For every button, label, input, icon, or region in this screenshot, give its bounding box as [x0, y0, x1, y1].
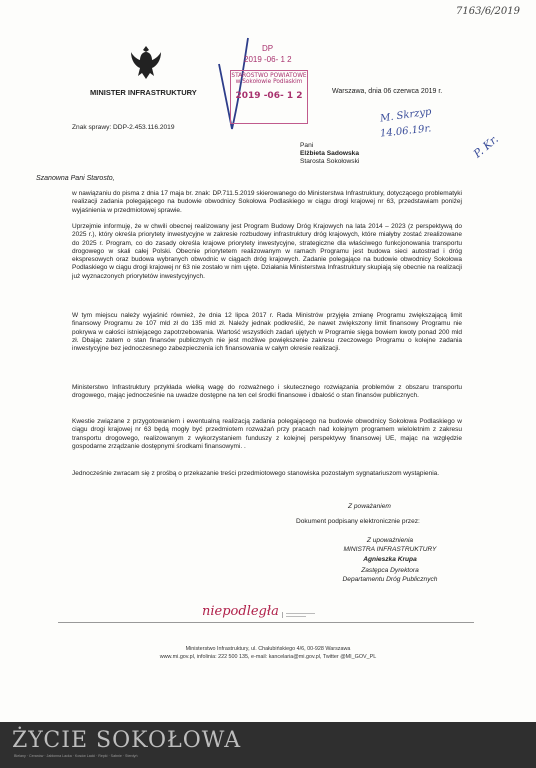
paragraph-1: w nawiązaniu do pisma z dnia 17 maja br. znak: DP.711.5.2019 skierowanego do Ministerstwa Infrastruktury, dotyczącego problematyki realizacji zadania polegającego na budowie obwodnicy Sokołowa Podlaskiego w ciągu drogi krajowej nr 63, przedstawiam poniżej wyjaśnienia w przedmiotowej sprawie.	[72, 190, 462, 214]
watermark-tagline: Bielany · Ceranów · Jabłonna Lacka · Kosów Lacki · Repki · Sabnie · Sterdyń	[14, 754, 138, 758]
logo-caption-icon	[282, 612, 315, 618]
starostwo-stamp	[230, 70, 308, 124]
footer-address: Ministerstwo Infrastruktury, ul. Chałubińskiego 4/6, 00-928 Warszawa	[185, 646, 351, 652]
place-date: Warszawa, dnia 06 czerwca 2019 r.	[332, 88, 443, 95]
starostwo-stamp-line2: w Sokołowie Podlaskim	[235, 79, 303, 85]
paragraph-3: W tym miejscu należy wyjaśnić również, że dnia 12 lipca 2017 r. Rada Ministrów przyjęła zmianę Programu zwiększającą limit finansowy Programu ze 107 mld zł do 135 mld zł. Należy jednak podkreślić, że nawet zwiększony limit finansowy Programu nie pokrywa w całości istniejącego zapotrzebowania. Wartość wszystkich zadań ujętych w Programie sięga bowiem kwoty ponad 200 mld zł. Dbając zatem o stan finansów publicznych nie jest możliwe powiększenie zakresu rzeczowego Programu o kolejne zadania inwestycyjne bez jednoczesnego zabezpieczenia ich finansowania w całym okresie realizacji.	[72, 312, 462, 353]
starostwo-stamp-date: 2019 -06- 1 2	[235, 91, 303, 101]
salutation: Szanowna Pani Starosto,	[36, 175, 115, 182]
starostwo-stamp-line1: STAROSTWO POWIATOWE	[231, 73, 307, 79]
paragraph-2: Uprzejmie informuję, że w chwili obecnej realizowany jest Program Budowy Dróg Krajowych na lata 2014 – 2023 (z perspektywą do 2025 r.), który określa priorytety inwestycyjne w zakresie rozbudowy infrastruktury dróg krajowych, które miałyby zostać zrealizowane do 2025 r. Program, co do zasady określa krajowe priorytety inwestycyjne, strategiczne dla właściwego funkcjonowania transportu drogowego w skali całej Polski. Obecnie priorytetem realizowanym w ramach Programu jest budowa sieci autostrad i dróg ekspresowych oraz budowa wybranych obwodnic w ciągach dróg krajowych. Zadanie polegające na budowie obwodnicy Sokołowa Podlaskiego w ciągu drogi krajowej nr 63 nie zostało w nim ujęte. Działania Ministerstwa Infrastruktury skupiają się obecnie na realizacji już wyznaczonych priorytetów inwestycyjnych.	[72, 223, 462, 280]
watermark-title: ŻYCIE SOKOŁOWA	[12, 728, 242, 753]
paragraph-6: Jednocześnie zwracam się z prośbą o przekazanie treści przedmiotowego stanowiska pozostałym sygnatariuszom wystąpienia.	[72, 470, 440, 477]
dp-stamp-date: 2019 -06- 1 2	[244, 55, 292, 64]
signatory-department: Departamentu Dróg Publicznych	[342, 576, 438, 583]
dp-stamp-label: DP	[262, 44, 274, 53]
reference-number: 7163/6/2019	[456, 6, 520, 17]
signatory-role: Zastępca Dyrektora	[361, 567, 419, 574]
recipient-title: Pani	[300, 142, 314, 149]
recipient-name: Elżbieta Sadowska	[300, 150, 359, 157]
regards: Z poważaniem	[348, 503, 391, 510]
recipient-position: Starosta Sokołowski	[300, 158, 360, 165]
eagle-emblem-icon	[130, 44, 162, 84]
paragraph-4: Ministerstwo Infrastruktury przykłada wielką wagę do rozważnego i skutecznego rozwiązania problemów z obszaru transportu drogowego, mając jednocześnie na uwadze dostępne na ten cel środki finansowe i dbałość o stan finansów publicznych.	[72, 384, 462, 400]
niepodlegla-logo: niepodległa	[196, 604, 285, 619]
handwritten-note-name: M. Skrzyp	[379, 106, 433, 125]
authorization: Z upoważnienia	[366, 537, 414, 544]
signatory-name: Agnieszka Krupa	[363, 556, 417, 563]
e-signed-note: Dokument podpisany elektronicznie przez:	[296, 518, 420, 525]
footer-contact: www.mi.gov.pl, infolinia: 222 500 135, e-mail: kancelaria@mi.gov.pl, Twitter @MI_GOV_PL	[159, 654, 377, 660]
case-number: Znak sprawy: DDP-2.453.116.2019	[72, 124, 175, 131]
footer-divider	[58, 622, 474, 623]
handwritten-note-initials: P. Kr.	[471, 132, 501, 161]
paragraph-5: Kwestie związane z przygotowaniem i ewentualną realizacją zadania polegającego na budowie obwodnicy Sokołowa Podlaskiego w ciągu drogi krajowej nr 63 będą mogły być przedmiotem rozważań przy pracach nad kolejnym programem wieloletnim z zakresu transportu drogowego, realizowanym z wykorzystaniem funduszy z kolejnej perspektywy finansowej UE, mając na względzie gospodarne zrządzanie dostępnymi środkami finansowymi. .	[72, 418, 462, 450]
handwritten-note-date: 14.06.19r.	[379, 123, 432, 140]
authorization-ministry: MINISTRA INFRASTRUKTURY	[343, 546, 437, 553]
ministry-header: MINISTER INFRASTRUKTURY	[90, 88, 197, 97]
